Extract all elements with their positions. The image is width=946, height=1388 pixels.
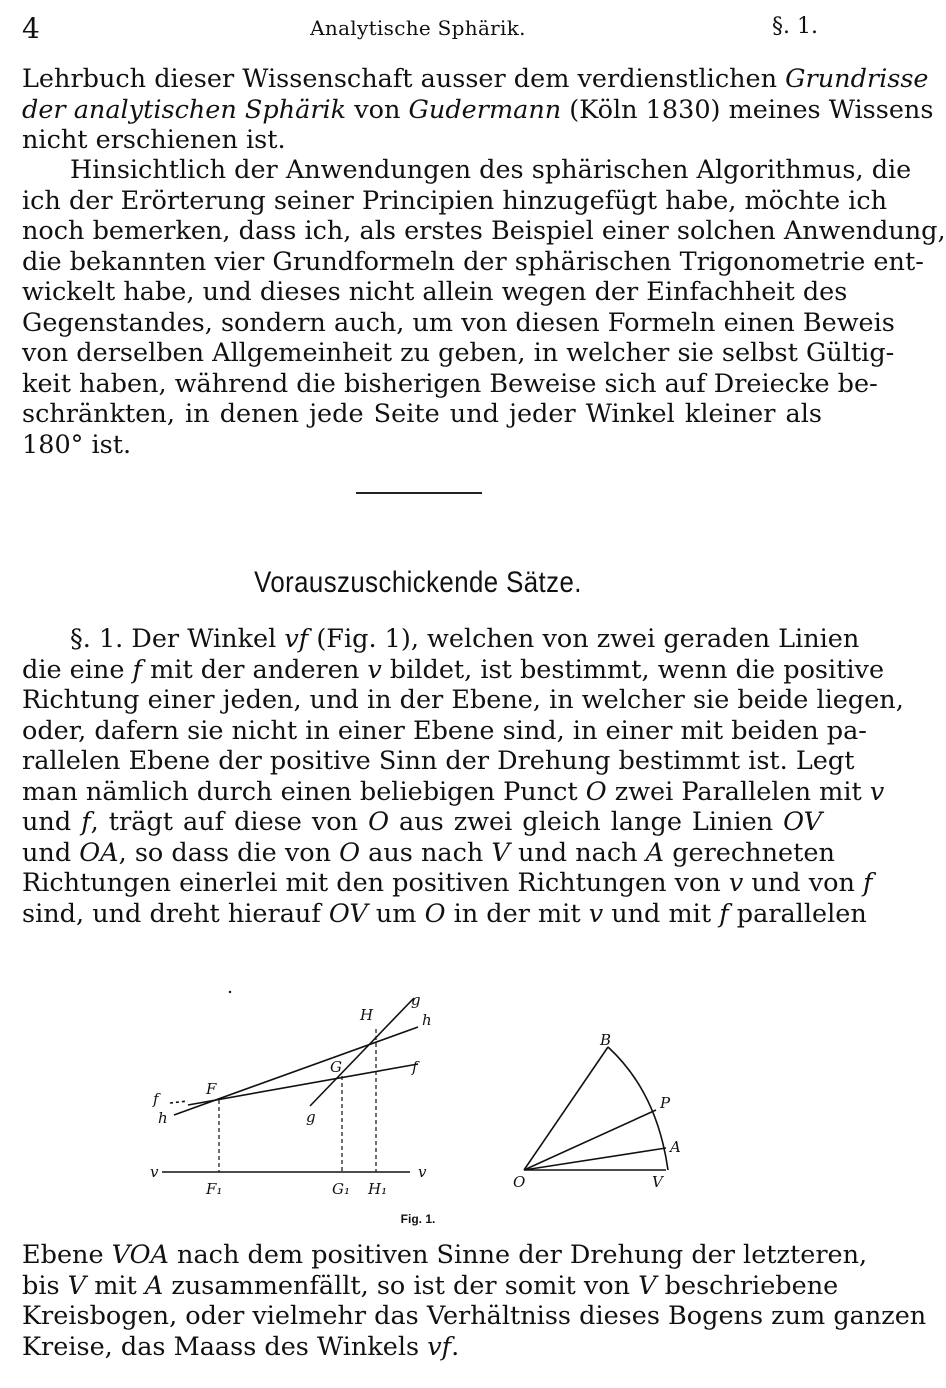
text-line: Ebene VOA nach dem positiven Sinne der Drehung der letzteren, <box>22 1240 868 1270</box>
page-number: 4 <box>22 12 40 45</box>
label-H1: H₁ <box>368 1180 388 1198</box>
label-A: A <box>670 1138 681 1156</box>
intro-paragraph-2 <box>22 155 946 460</box>
intro-paragraph-1 <box>22 64 934 156</box>
text-line: §. 1. Der Winkel vf (Fig. 1), welchen von zwei geraden Linien <box>70 624 860 654</box>
label-f-right: f <box>412 1058 418 1076</box>
text-line: nicht erschienen ist. <box>22 125 286 155</box>
figure-1-drawing <box>130 992 690 1207</box>
label-g-top: g <box>411 991 421 1009</box>
text-line: Hinsichtlich der Anwendungen des sphärischen Algorithmus, die <box>70 155 912 185</box>
section-heading: Vorauszuschickende Sätze. <box>254 566 582 599</box>
text-line: und f, trägt auf diese von O aus zwei gleich lange Linien OV <box>22 807 823 837</box>
running-title: Analytische Sphärik. <box>310 16 526 40</box>
label-G: G <box>330 1058 342 1076</box>
text-line: die bekannten vier Grundformeln der sphärischen Trigonometrie ent- <box>22 246 924 277</box>
section-paragraph-1 <box>22 624 904 929</box>
text-line: schränkten, in denen jede Seite und jeder Winkel kleiner als <box>22 399 822 429</box>
text-line: 180° ist. <box>22 429 132 460</box>
line-f <box>188 1064 418 1105</box>
text-line: die eine f mit der anderen v bildet, ist bestimmt, wenn die positive <box>22 654 885 685</box>
label-v-right: v <box>418 1163 427 1181</box>
label-v-left: v <box>150 1163 159 1181</box>
label-G1: G₁ <box>332 1180 350 1198</box>
figure-caption: Fig. 1. <box>400 1212 436 1226</box>
text-line: wickelt habe, und dieses nicht allein wegen der Einfachheit des <box>22 277 848 307</box>
text-line: Lehrbuch dieser Wissenschaft ausser dem verdienstlichen Grundrisse <box>22 64 929 94</box>
label-F: F <box>206 1080 217 1098</box>
label-V: V <box>652 1173 663 1191</box>
label-f-left: f <box>153 1090 159 1108</box>
text-line: bis V mit A zusammenfällt, so ist der somit von V beschriebene <box>22 1270 839 1301</box>
text-line: ich der Erörterung seiner Principien hinzugefügt habe, möchte ich <box>22 185 888 216</box>
text-line: und OA, so dass die von O aus nach V und nach A gerechneten <box>22 837 835 868</box>
label-h-right: h <box>422 1011 432 1029</box>
text-line: keit haben, während die bisherigen Beweise sich auf Dreiecke be- <box>22 368 878 399</box>
text-line: sind, und dreht hierauf OV um O in der mit v und mit f parallelen <box>22 898 867 929</box>
line-f-dashed <box>170 1101 188 1103</box>
text-line: rallelen Ebene der positive Sinn der Drehung bestimmt ist. Legt <box>22 746 855 776</box>
text-line: Kreisbogen, oder vielmehr das Verhältniss dieses Bogens zum ganzen <box>22 1301 927 1331</box>
text-line: oder, dafern sie nicht in einer Ebene sind, in einer mit beiden pa- <box>22 715 867 746</box>
radius-OA <box>524 1148 666 1170</box>
section-divider <box>356 492 482 494</box>
text-line: von derselben Allgemeinheit zu geben, in welcher sie selbst Gültig- <box>22 338 895 368</box>
label-O: O <box>513 1173 526 1191</box>
text-line: Richtungen einerlei mit den positiven Richtungen von v und von f <box>22 868 873 898</box>
label-H: H <box>360 1006 374 1024</box>
text-line: Richtung einer jeden, und in der Ebene, in welcher sie beide liegen, <box>22 685 904 715</box>
label-F1: F₁ <box>206 1180 223 1198</box>
section-paragraph-2 <box>22 1240 927 1362</box>
text-line: Gegenstandes, sondern auch, um von diesen Formeln einen Beweis <box>22 307 895 338</box>
label-B: B <box>600 1031 612 1049</box>
text-line: noch bemerken, dass ich, als erstes Beispiel einer solchen Anwendung, <box>22 216 946 246</box>
figure-1 <box>130 992 690 1211</box>
section-reference: §. 1. <box>772 14 818 39</box>
label-P: P <box>660 1094 671 1112</box>
text-line: Kreise, das Maass des Winkels vf. <box>22 1331 460 1362</box>
label-h-left: h <box>158 1109 168 1127</box>
text-line: der analytischen Sphärik von Gudermann (Köln 1830) meines Wissens <box>22 94 934 125</box>
label-g-bottom: g <box>306 1108 316 1126</box>
text-line: man nämlich durch einen beliebigen Punct O zwei Parallelen mit v <box>22 776 885 807</box>
